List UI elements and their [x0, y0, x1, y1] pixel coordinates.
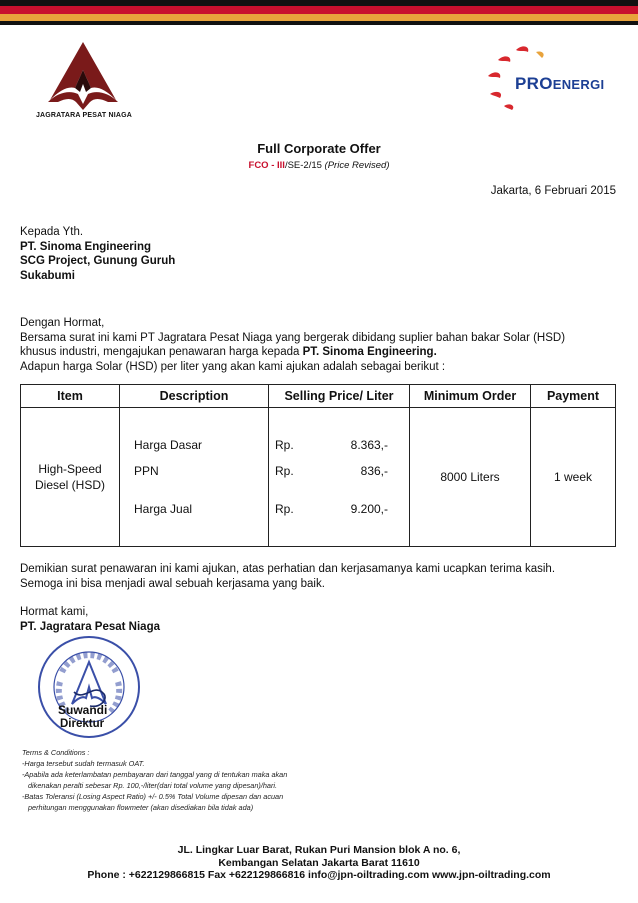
signer-name: Suwandi: [58, 703, 108, 717]
body-line-2-text: khusus industri, mengajukan penawaran harga kepada: [20, 346, 303, 358]
table-header-row: [21, 385, 616, 408]
footer-address: [0, 844, 638, 882]
recipient-company: PT. Sinoma Engineering: [20, 240, 151, 253]
closing-regards: Hormat kami,: [20, 606, 89, 618]
proenergi-logo-text: [515, 74, 604, 94]
price-harga-jual: [275, 496, 408, 522]
reference-note: (Price Revised): [324, 160, 390, 171]
price-amount: 8.363,-: [350, 438, 388, 452]
header-stripe-orange: [0, 14, 638, 21]
price-currency: Rp.: [275, 502, 294, 516]
footer-line-3: Phone : +622129866815 Fax +622129866816 info@jpn-oiltrading.com www.jpn-oiltrading.com: [87, 869, 551, 881]
closing-line-2: Semoga ini bisa menjadi awal sebuah kerjasama yang baik.: [20, 577, 325, 590]
logo-text-pro: PRO: [515, 74, 553, 93]
greeting: Dengan Hormat,: [20, 317, 105, 329]
price-cell: [269, 408, 410, 547]
document-date: Jakarta, 6 Februari 2015: [490, 185, 616, 197]
body-line-3: Adapun harga Solar (HSD) per liter yang akan kami ajukan adalah sebagai berikut :: [20, 360, 446, 373]
terms-item: -Batas Toleransi (Losing Aspect Ratio) +/- 0.5% Total Volume dipesan dan acuan: [22, 792, 284, 801]
logo-text-energi: ENERGI: [552, 77, 605, 92]
company-logo-text: JAGRATARA PESAT NIAGA: [35, 112, 133, 119]
terms-item: dikenakan peralti sebesar Rp. 100,-/liter(dari total volume yang dipesan)/hari.: [28, 781, 278, 790]
document-reference: [0, 160, 638, 171]
desc-harga-dasar: Harga Dasar: [134, 438, 203, 452]
header-selling-price: Selling Price/ Liter: [269, 385, 410, 408]
price-ppn: [275, 458, 408, 484]
offer-table: [20, 384, 616, 547]
payment-cell: 1 week: [531, 408, 616, 547]
header-description: Description: [120, 385, 269, 408]
item-name-line-2: Diesel (HSD): [34, 478, 105, 492]
desc-harga-jual: Harga Jual: [134, 502, 193, 516]
price-currency: Rp.: [275, 464, 294, 478]
header-minimum-order: Minimum Order: [410, 385, 531, 408]
recipient-block: [20, 225, 175, 283]
description-cell: [120, 408, 269, 547]
reference-code: FCO - III: [248, 160, 285, 171]
terms-block: [22, 747, 287, 813]
closing-line-1: Demikian surat penawaran ini kami ajukan, atas perhatian dan kerjasamanya kami ucapkan terima kasih.: [20, 563, 556, 575]
price-currency: Rp.: [275, 438, 294, 452]
document-title: Full Corporate Offer: [257, 141, 381, 156]
price-amount: 9.200,-: [350, 502, 388, 516]
price-amount: 836,-: [360, 464, 388, 478]
body-line-2: [20, 345, 565, 360]
signer-position: Direktur: [60, 718, 105, 730]
item-name-line-1: High-Speed: [38, 462, 102, 476]
body-line-2-company: PT. Sinoma Engineering.: [302, 346, 437, 358]
table-row: [21, 408, 616, 547]
header-stripe-black-bottom: [0, 21, 638, 25]
header-payment: Payment: [531, 385, 616, 408]
minimum-order-cell: 8000 Liters: [410, 408, 531, 547]
terms-heading: Terms & Conditions :: [22, 748, 90, 757]
closing-company: PT. Jagratara Pesat Niaga: [20, 620, 160, 633]
recipient-salutation: Kepada Yth.: [20, 226, 84, 238]
body-line-1: Bersama surat ini kami PT Jagratara Pesat Niaga yang bergerak dibidang suplier bahan bakar Solar (HSD): [20, 331, 566, 344]
desc-ppn: PPN: [134, 464, 159, 478]
recipient-city: Sukabumi: [20, 269, 75, 282]
footer-line-2: Kembangan Selatan Jakarta Barat 11610: [218, 856, 420, 869]
header-stripe-red: [0, 6, 638, 14]
header-item: Item: [21, 385, 120, 408]
terms-item: -Apabila ada keterlambatan pembayaran dari tanggal yang di tentukan maka akan: [22, 770, 288, 779]
price-harga-dasar: [275, 432, 408, 458]
letter-body: [20, 316, 565, 374]
terms-item: perhitungan menggunakan flowmeter (akan disediakan bila tidak ada): [28, 803, 254, 812]
item-cell: [21, 408, 120, 547]
reference-number: /SE-2/15: [284, 160, 325, 171]
footer-line-1: JL. Lingkar Luar Barat, Rukan Puri Mansion blok A no. 6,: [177, 844, 461, 856]
recipient-project: SCG Project, Gunung Guruh: [20, 255, 176, 267]
terms-item: -Harga tersebut sudah termasuk OAT.: [22, 759, 145, 768]
closing-block: [20, 562, 555, 634]
